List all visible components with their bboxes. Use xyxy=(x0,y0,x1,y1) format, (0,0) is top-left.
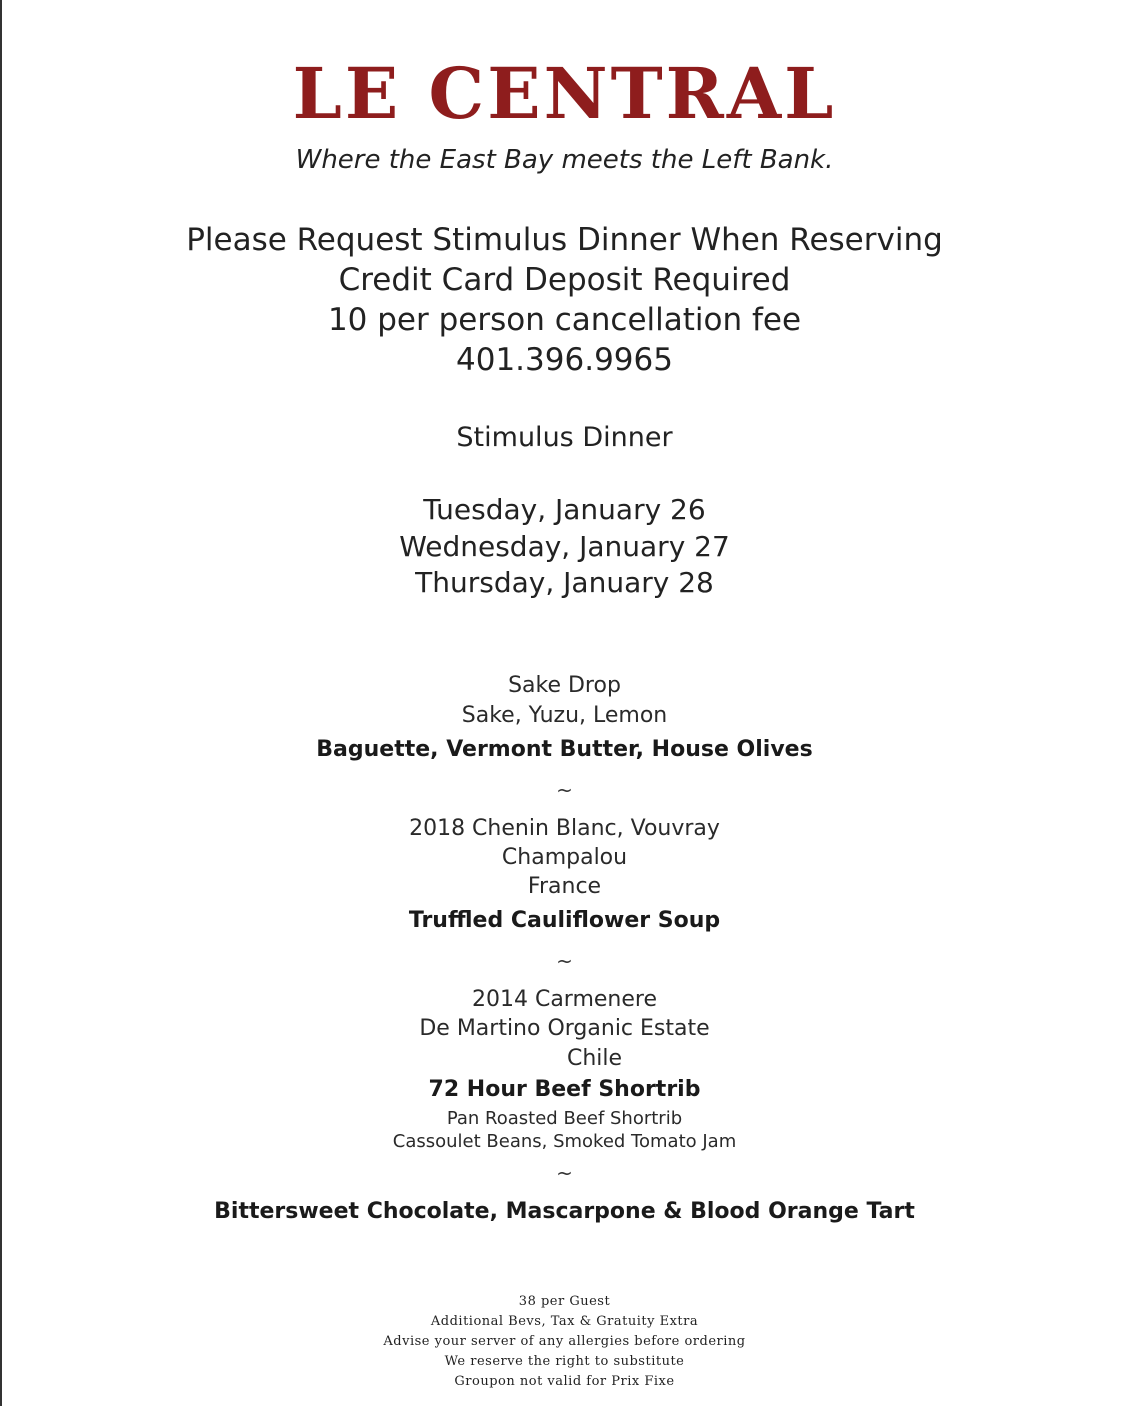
course3-detail: Cassoulet Beans, Smoked Tomato Jam xyxy=(392,1131,737,1152)
course-separator: ~ xyxy=(556,949,573,973)
deposit-line: Credit Card Deposit Required xyxy=(338,262,791,298)
course3-region: Chile xyxy=(566,1046,623,1071)
dinner-date: Tuesday, January 26 xyxy=(423,493,706,526)
course-separator: ~ xyxy=(556,778,573,802)
course2-producer: Champalou xyxy=(501,845,628,870)
restaurant-tagline: Where the East Bay meets the Left Bank. xyxy=(295,145,834,175)
price-per-guest: 38 per Guest xyxy=(518,1294,611,1309)
footer-note: Advise your server of any allergies before ordering xyxy=(383,1334,746,1349)
course3-dish: 72 Hour Beef Shortrib xyxy=(428,1077,701,1102)
course3-wine: 2014 Carmenere xyxy=(471,987,658,1012)
footer-note: Groupon not valid for Prix Fixe xyxy=(454,1374,675,1389)
course3-producer: De Martino Organic Estate xyxy=(419,1016,710,1041)
reservation-request-line: Please Request Stimulus Dinner When Reserving xyxy=(186,222,943,258)
cancellation-fee-line: 10 per person cancellation fee xyxy=(327,302,802,338)
footer-note: We reserve the right to substitute xyxy=(444,1354,685,1369)
course1-drink-detail: Sake, Yuzu, Lemon xyxy=(461,703,668,728)
restaurant-title: LE CENTRAL xyxy=(292,52,837,135)
dinner-date: Thursday, January 28 xyxy=(415,566,714,599)
course-separator: ~ xyxy=(556,1161,573,1185)
dinner-title: Stimulus Dinner xyxy=(456,422,673,453)
course2-dish: Truffled Cauliflower Soup xyxy=(408,908,721,933)
course2-region: France xyxy=(527,874,602,899)
phone-number: 401.396.9965 xyxy=(456,342,673,378)
course2-wine: 2018 Chenin Blanc, Vouvray xyxy=(409,816,720,841)
dessert-dish: Bittersweet Chocolate, Mascarpone & Blood Orange Tart xyxy=(214,1199,915,1224)
footer-note: Additional Bevs, Tax & Gratuity Extra xyxy=(430,1314,699,1329)
course1-drink-name: Sake Drop xyxy=(508,673,621,698)
dinner-date: Wednesday, January 27 xyxy=(399,530,730,563)
course1-dish: Baguette, Vermont Butter, House Olives xyxy=(316,737,813,762)
course3-detail: Pan Roasted Beef Shortrib xyxy=(446,1108,683,1129)
